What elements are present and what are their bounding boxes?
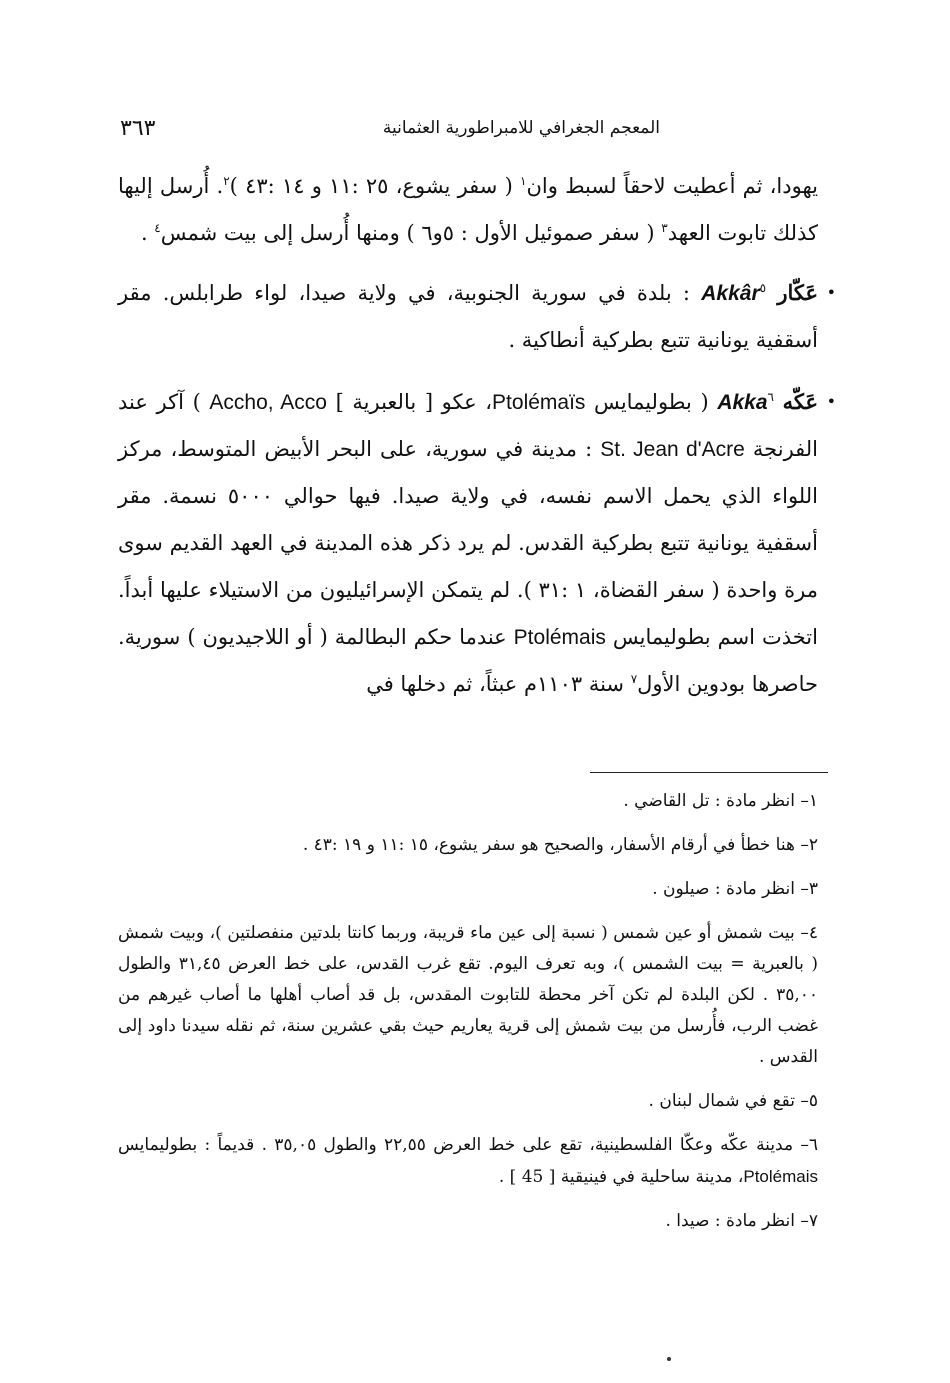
- footnote-6-latin: Ptolémais: [743, 1167, 818, 1186]
- intro-text-2: ( سفر يشوع، ٢٥ :١١ و ١٤ :٤٣ ): [229, 174, 521, 198]
- latin-term-ptolemais-2: Ptolémais: [513, 626, 606, 649]
- entry-text-e: عندما حكم البطالمة ( أو اللاجيديون ) سورية. حاصرها بودوين الأول: [118, 625, 818, 696]
- page-number: ٣٦٣: [120, 116, 156, 141]
- latin-term-accho: Accho, Acco: [209, 391, 327, 414]
- intro-text-3: . أُرسل إليها كذلك تابوت العهد: [118, 174, 818, 245]
- intro-paragraph: [118, 163, 818, 257]
- footnote-5: ٥– تقع في شمال لبنان .: [648, 1091, 818, 1111]
- footnote-divider: [590, 772, 828, 773]
- entry-name-latin: Akka: [717, 391, 768, 414]
- entry-akka: [118, 378, 836, 708]
- entry-name-arabic: عَكّار: [777, 280, 818, 305]
- running-title: المعجم الجغرافي للامبراطورية العثمانية: [382, 118, 660, 138]
- bullet-icon: •: [826, 392, 836, 411]
- footnote-3: ٣– انظر مادة : صيلون .: [652, 879, 818, 899]
- entry-text-f: سنة ١١٠٣م عبثاً، ثم دخلها في: [366, 672, 631, 696]
- latin-term-acre: St. Jean d'Acre: [600, 438, 745, 461]
- footnote-ref-1: ١: [520, 174, 527, 188]
- entry-text: : بلدة في سورية الجنوبية، في ولاية صيدا، لواء طرابلس. مقر أسقفية يونانية تتبع بطركية أنطاكية .: [118, 281, 818, 352]
- intro-text-1: يهودا، ثم أعطيت لاحقاً لسبط وان: [526, 174, 818, 198]
- footnote-1: ١– انظر مادة : تل القاضي .: [623, 791, 818, 811]
- latin-term-ptolemais: Ptolémaïs: [492, 391, 586, 414]
- footnote-ref-3: ٣: [661, 221, 668, 235]
- entry-akkar: [118, 269, 836, 364]
- intro-text-5: .: [140, 221, 155, 245]
- footnote-7: ٧– انظر مادة : صيدا .: [665, 1211, 818, 1231]
- footnote-ref-2: ٢: [223, 174, 230, 188]
- footnote-ref-6: ٦: [767, 390, 774, 404]
- scan-mark: [667, 1357, 671, 1361]
- footnote-ref-4: ٤: [154, 221, 161, 235]
- footnote-6: [118, 1130, 818, 1193]
- footnote-6-text-a: ٦– مدينة عكّه وعكّا الفلسطينية، تقع على خط العرض ٢٢,٥٥ والطول ٣٥,٠٥ . قديماً : بطوليمايس: [118, 1135, 819, 1155]
- entry-name-arabic: عَكّه: [782, 389, 819, 414]
- footnotes: [118, 786, 818, 1250]
- footnote-6-text-b: ، مدينة ساحلية في فينيقية [ 45 ] .: [498, 1167, 744, 1187]
- footnote-ref-5: ٥: [759, 281, 767, 295]
- entry-text-c: ) آكر عند الفرنجة: [118, 390, 819, 461]
- intro-text-4: ( سفر صموئيل الأول : ٥و٦ ) ومنها أُرسل إلى بيت شمس: [160, 221, 662, 245]
- main-text: [118, 163, 836, 722]
- footnote-4: ٤– بيت شمش أو عين شمس ( نسبة إلى عين ماء قريبة، وربما كانتا بلدتين منفصلتين )، وبيت شمش ( بالعبرية = بيت الشمس )، وبه تعرف اليوم. تقع غرب القدس، على خط العرض ٣١,٤٥ والطول ٣٥,٠٠ . لكن البلدة لم تكن آخر محطة للتابوت المقدس، بل قد أصاب أهلها ما أصاب غيرهم من غضب الرب، فأُرسل من بيت شمش إلى قرية يعاريم حيث بقي عشرين سنة، ثم نقله سيدنا داود إلى القدس .: [118, 923, 818, 1067]
- footnote-2: ٢– هنا خطأ في أرقام الأسفار، والصحيح هو سفر يشوع، ١٥ :١١ و ١٩ :٤٣ .: [302, 835, 818, 855]
- footnote-ref-7: ٧: [630, 672, 638, 686]
- bullet-icon: •: [826, 283, 836, 302]
- entry-text-d: : مدينة في سورية، على البحر الأبيض المتوسط، مركز اللواء الذي يحمل الاسم نفسه، في ولاية صيدا. فيها حوالي ٥٠٠٠ نسمة. مقر أسقفية يونانية تتبع بطركية القدس. لم يرد ذكر هذه المدينة في العهد القديم سوى مرة واحدة ( سفر القضاة، ١ :٣١ ). لم يتمكن الإسرائيليون من الاستيلاء عليها أبداً. اتخذت اسم بطوليمايس: [118, 437, 818, 649]
- entry-name-latin: Akkâr: [701, 282, 760, 305]
- page-header: [120, 116, 810, 146]
- entry-text-b: ، عكو [ بالعبرية ]: [326, 390, 493, 414]
- entry-text-a: ( بطوليمايس: [585, 390, 718, 414]
